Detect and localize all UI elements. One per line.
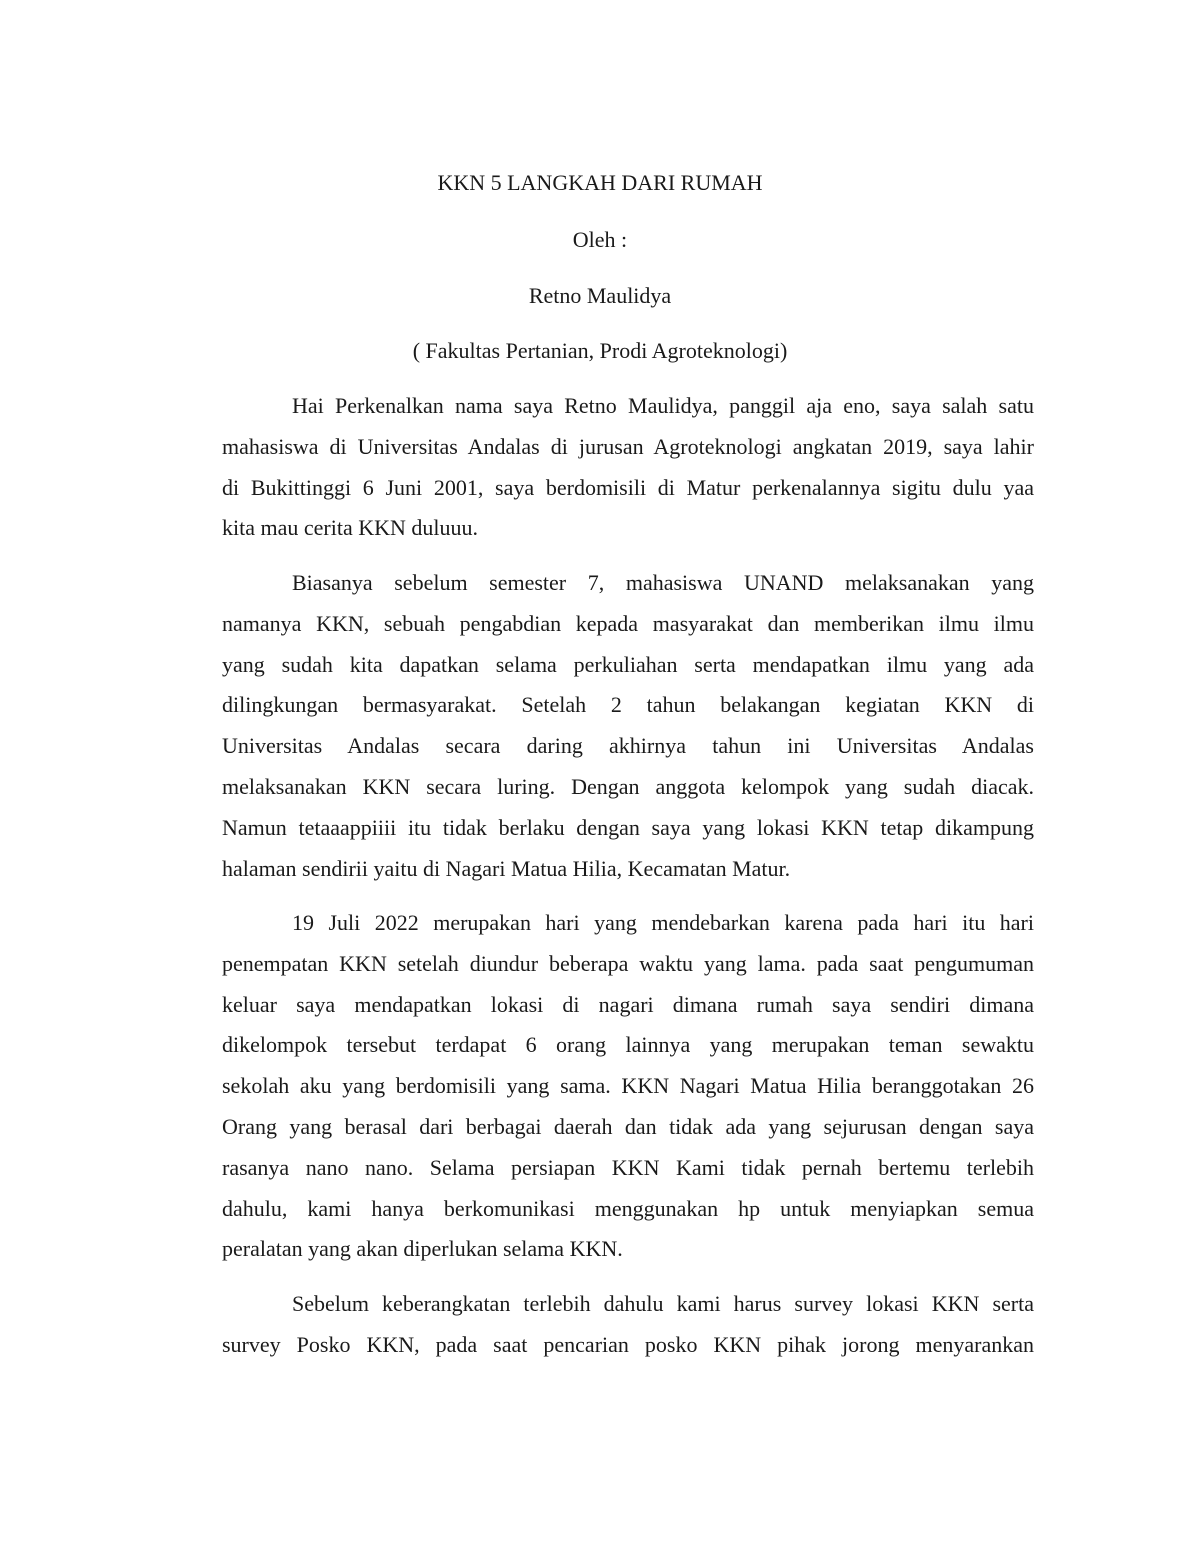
- paragraph-line: dikelompok tersebut terdapat 6 orang lainnya yang merupakan teman sewaktu: [222, 1032, 1034, 1058]
- paragraph-kkn-background: [222, 563, 1034, 889]
- paragraph-line: melaksanakan KKN secara luring. Dengan anggota kelompok yang sudah diacak.: [222, 773, 1034, 799]
- author-name: Retno Maulidya: [528, 283, 672, 308]
- paragraph-line: Biasanya sebelum semester 7, mahasiswa UNAND melaksanakan yang: [292, 570, 1034, 595]
- paragraph-line: rasanya nano nano. Selama persiapan KKN Kami tidak pernah bertemu terlebih: [222, 1154, 1034, 1180]
- paragraph-line: mahasiswa di Universitas Andalas di jurusan Agroteknologi angkatan 2019, saya lahir: [222, 433, 1034, 459]
- paragraph-line: Orang yang berasal dari berbagai daerah dan tidak ada yang sejurusan dengan saya: [222, 1113, 1034, 1139]
- paragraph-line: survey Posko KKN, pada saat pencarian posko KKN pihak jorong menyarankan: [222, 1331, 1034, 1357]
- paragraph-line: dilingkungan bermasyarakat. Setelah 2 tahun belakangan kegiatan KKN di: [222, 692, 1034, 718]
- paragraph-line: di Bukittinggi 6 Juni 2001, saya berdomisili di Matur perkenalannya sigitu dulu yaa: [222, 474, 1034, 500]
- paragraph-line: Universitas Andalas secara daring akhirnya tahun ini Universitas Andalas: [222, 733, 1034, 759]
- paragraph-line: kita mau cerita KKN duluuu.: [222, 515, 478, 541]
- paragraph-line: yang sudah kita dapatkan selama perkuliahan serta mendapatkan ilmu yang ada: [222, 651, 1034, 677]
- paragraph-line: sekolah aku yang berdomisili yang sama. KKN Nagari Matua Hilia beranggotakan 26: [222, 1073, 1034, 1099]
- paragraph-line: penempatan KKN setelah diundur beberapa waktu yang lama. pada saat pengumuman: [222, 950, 1034, 976]
- paragraph-line: namanya KKN, sebuah pengabdian kepada masyarakat dan memberikan ilmu ilmu: [222, 610, 1034, 636]
- paragraph-line: dahulu, kami hanya berkomunikasi menggunakan hp untuk menyiapkan semua: [222, 1195, 1034, 1221]
- paragraph-line: halaman sendirii yaitu di Nagari Matua Hilia, Kecamatan Matur.: [222, 855, 791, 881]
- paragraph-line: Hai Perkenalkan nama saya Retno Maulidya, panggil aja eno, saya salah satu: [292, 393, 1034, 418]
- paragraph-line: Namun tetaaappiiii itu tidak berlaku dengan saya yang lokasi KKN tetap dikampung: [222, 814, 1034, 840]
- paragraph-line: keluar saya mendapatkan lokasi di nagari dimana rumah saya sendiri dimana: [222, 991, 1034, 1017]
- byline: Oleh :: [572, 227, 628, 252]
- paragraph-introduction: [222, 386, 1034, 549]
- paragraph-line: Sebelum keberangkatan terlebih dahulu kami harus survey lokasi KKN serta: [292, 1291, 1034, 1316]
- paragraph-survey: [222, 1284, 1034, 1366]
- paragraph-line: peralatan yang akan diperlukan selama KKN.: [222, 1236, 623, 1262]
- author-affiliation: ( Fakultas Pertanian, Prodi Agroteknologi): [412, 338, 788, 363]
- document-title: KKN 5 LANGKAH DARI RUMAH: [437, 170, 763, 195]
- paragraph-line: 19 Juli 2022 merupakan hari yang mendebarkan karena pada hari itu hari: [292, 910, 1034, 935]
- paragraph-placement: [222, 903, 1034, 1270]
